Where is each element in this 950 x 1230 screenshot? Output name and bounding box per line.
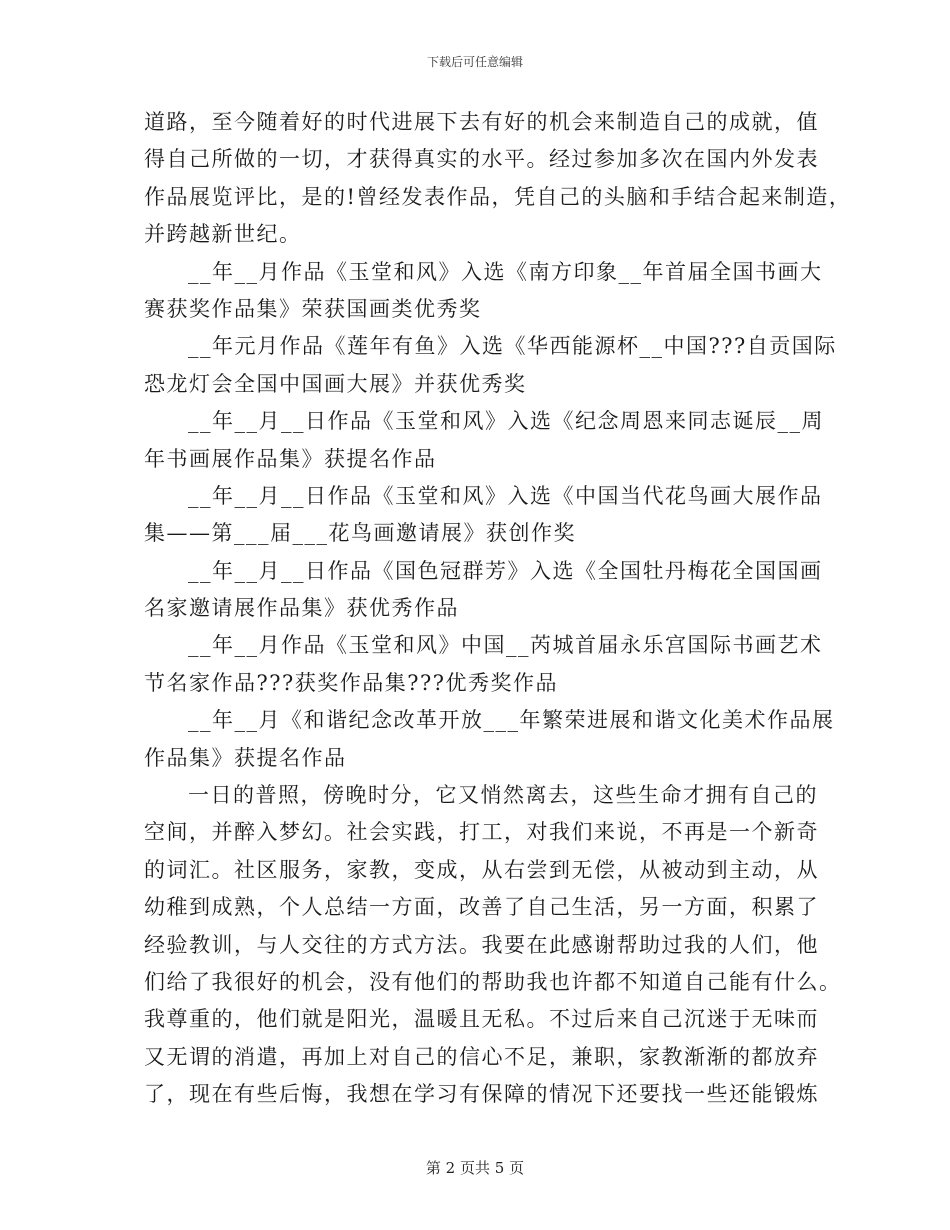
- text-line: 一日的普照，傍晚时分，它又悄然离去，这些生命才拥有自己的: [188, 783, 818, 808]
- page-number-footer: 第 2 页共 5 页: [425, 1159, 525, 1177]
- award-entry-line: __年__月《和谐纪念改革开放___年繁荣进展和谐文化美术作品展: [188, 708, 835, 733]
- award-entry-line: 作品集》获提名作品: [144, 745, 347, 770]
- text-line: 我尊重的，他们就是阳光，温暖且无私。不过后来自己沉迷于无味而: [144, 1007, 819, 1032]
- award-entry-line: __年__月__日作品《玉堂和风》入选《中国当代花鸟画大展作品: [188, 483, 823, 508]
- award-entry-line: 节名家作品???获奖作品集???优秀奖作品: [144, 670, 559, 695]
- award-entry-line: 年书画展作品集》获提名作品: [144, 446, 437, 471]
- text-line: 得自己所做的一切，才获得真实的水平。经过参加多次在国内外发表: [144, 147, 819, 172]
- award-entry-line: __年__月__日作品《玉堂和风》入选《纪念周恩来同志诞辰__周: [188, 409, 824, 434]
- award-entry-line: 赛获奖作品集》荣获国画类优秀奖: [144, 296, 482, 321]
- award-entry-line: 集——第___届___花鸟画邀请展》获创作奖: [144, 521, 576, 546]
- text-line: 们给了我很好的机会，没有他们的帮助我也许都不知道自己能有什么。: [144, 969, 842, 994]
- text-line: 了，现在有些后悔，我想在学习有保障的情况下还要找一些还能锻炼: [144, 1082, 819, 1107]
- text-line: 又无谓的消遣，再加上对自己的信心不足，兼职，家教渐渐的都放弃: [144, 1044, 819, 1069]
- text-line: 道路，至今随着好的时代进展下去有好的机会来制造自己的成就，值: [144, 110, 819, 134]
- award-entry-line: __年__月作品《玉堂和风》中国__芮城首届永乐宫国际书画艺术: [188, 633, 823, 658]
- text-line: 作品展览评比，是的!曾经发表作品，凭自己的头脑和手结合起来制造，: [144, 184, 852, 209]
- text-line: 空间，并醉入梦幻。社会实践，打工，对我们来说，不再是一个新奇: [144, 820, 819, 845]
- text-line: 并跨越新世纪。: [144, 222, 302, 247]
- text-line: 经验教训，与人交往的方式方法。我要在此感谢帮助过我的人们，他: [144, 932, 819, 957]
- text-line: 的词汇。社区服务，家教，变成，从右尝到无偿，从被动到主动，从: [144, 857, 819, 882]
- award-entry-line: __年__月作品《玉堂和风》入选《南方印象__年首届全国书画大: [188, 259, 823, 284]
- award-entry-line: 名家邀请展作品集》获优秀作品: [144, 596, 459, 621]
- award-entry-line: __年__月__日作品《国色冠群芳》入选《全国牡丹梅花全国国画: [188, 558, 823, 583]
- page-header: 下载后可任意编辑: [426, 55, 523, 69]
- award-entry-line: 恐龙灯会全国中国画大展》并获优秀奖: [144, 371, 527, 396]
- document-body: [144, 104, 852, 1114]
- text-line: 幼稚到成熟，个人总结一方面，改善了自己生活，另一方面，积累了: [144, 895, 819, 920]
- award-entry-line: __年元月作品《莲年有鱼》入选《华西能源杯__中国???自贡国际: [188, 334, 837, 359]
